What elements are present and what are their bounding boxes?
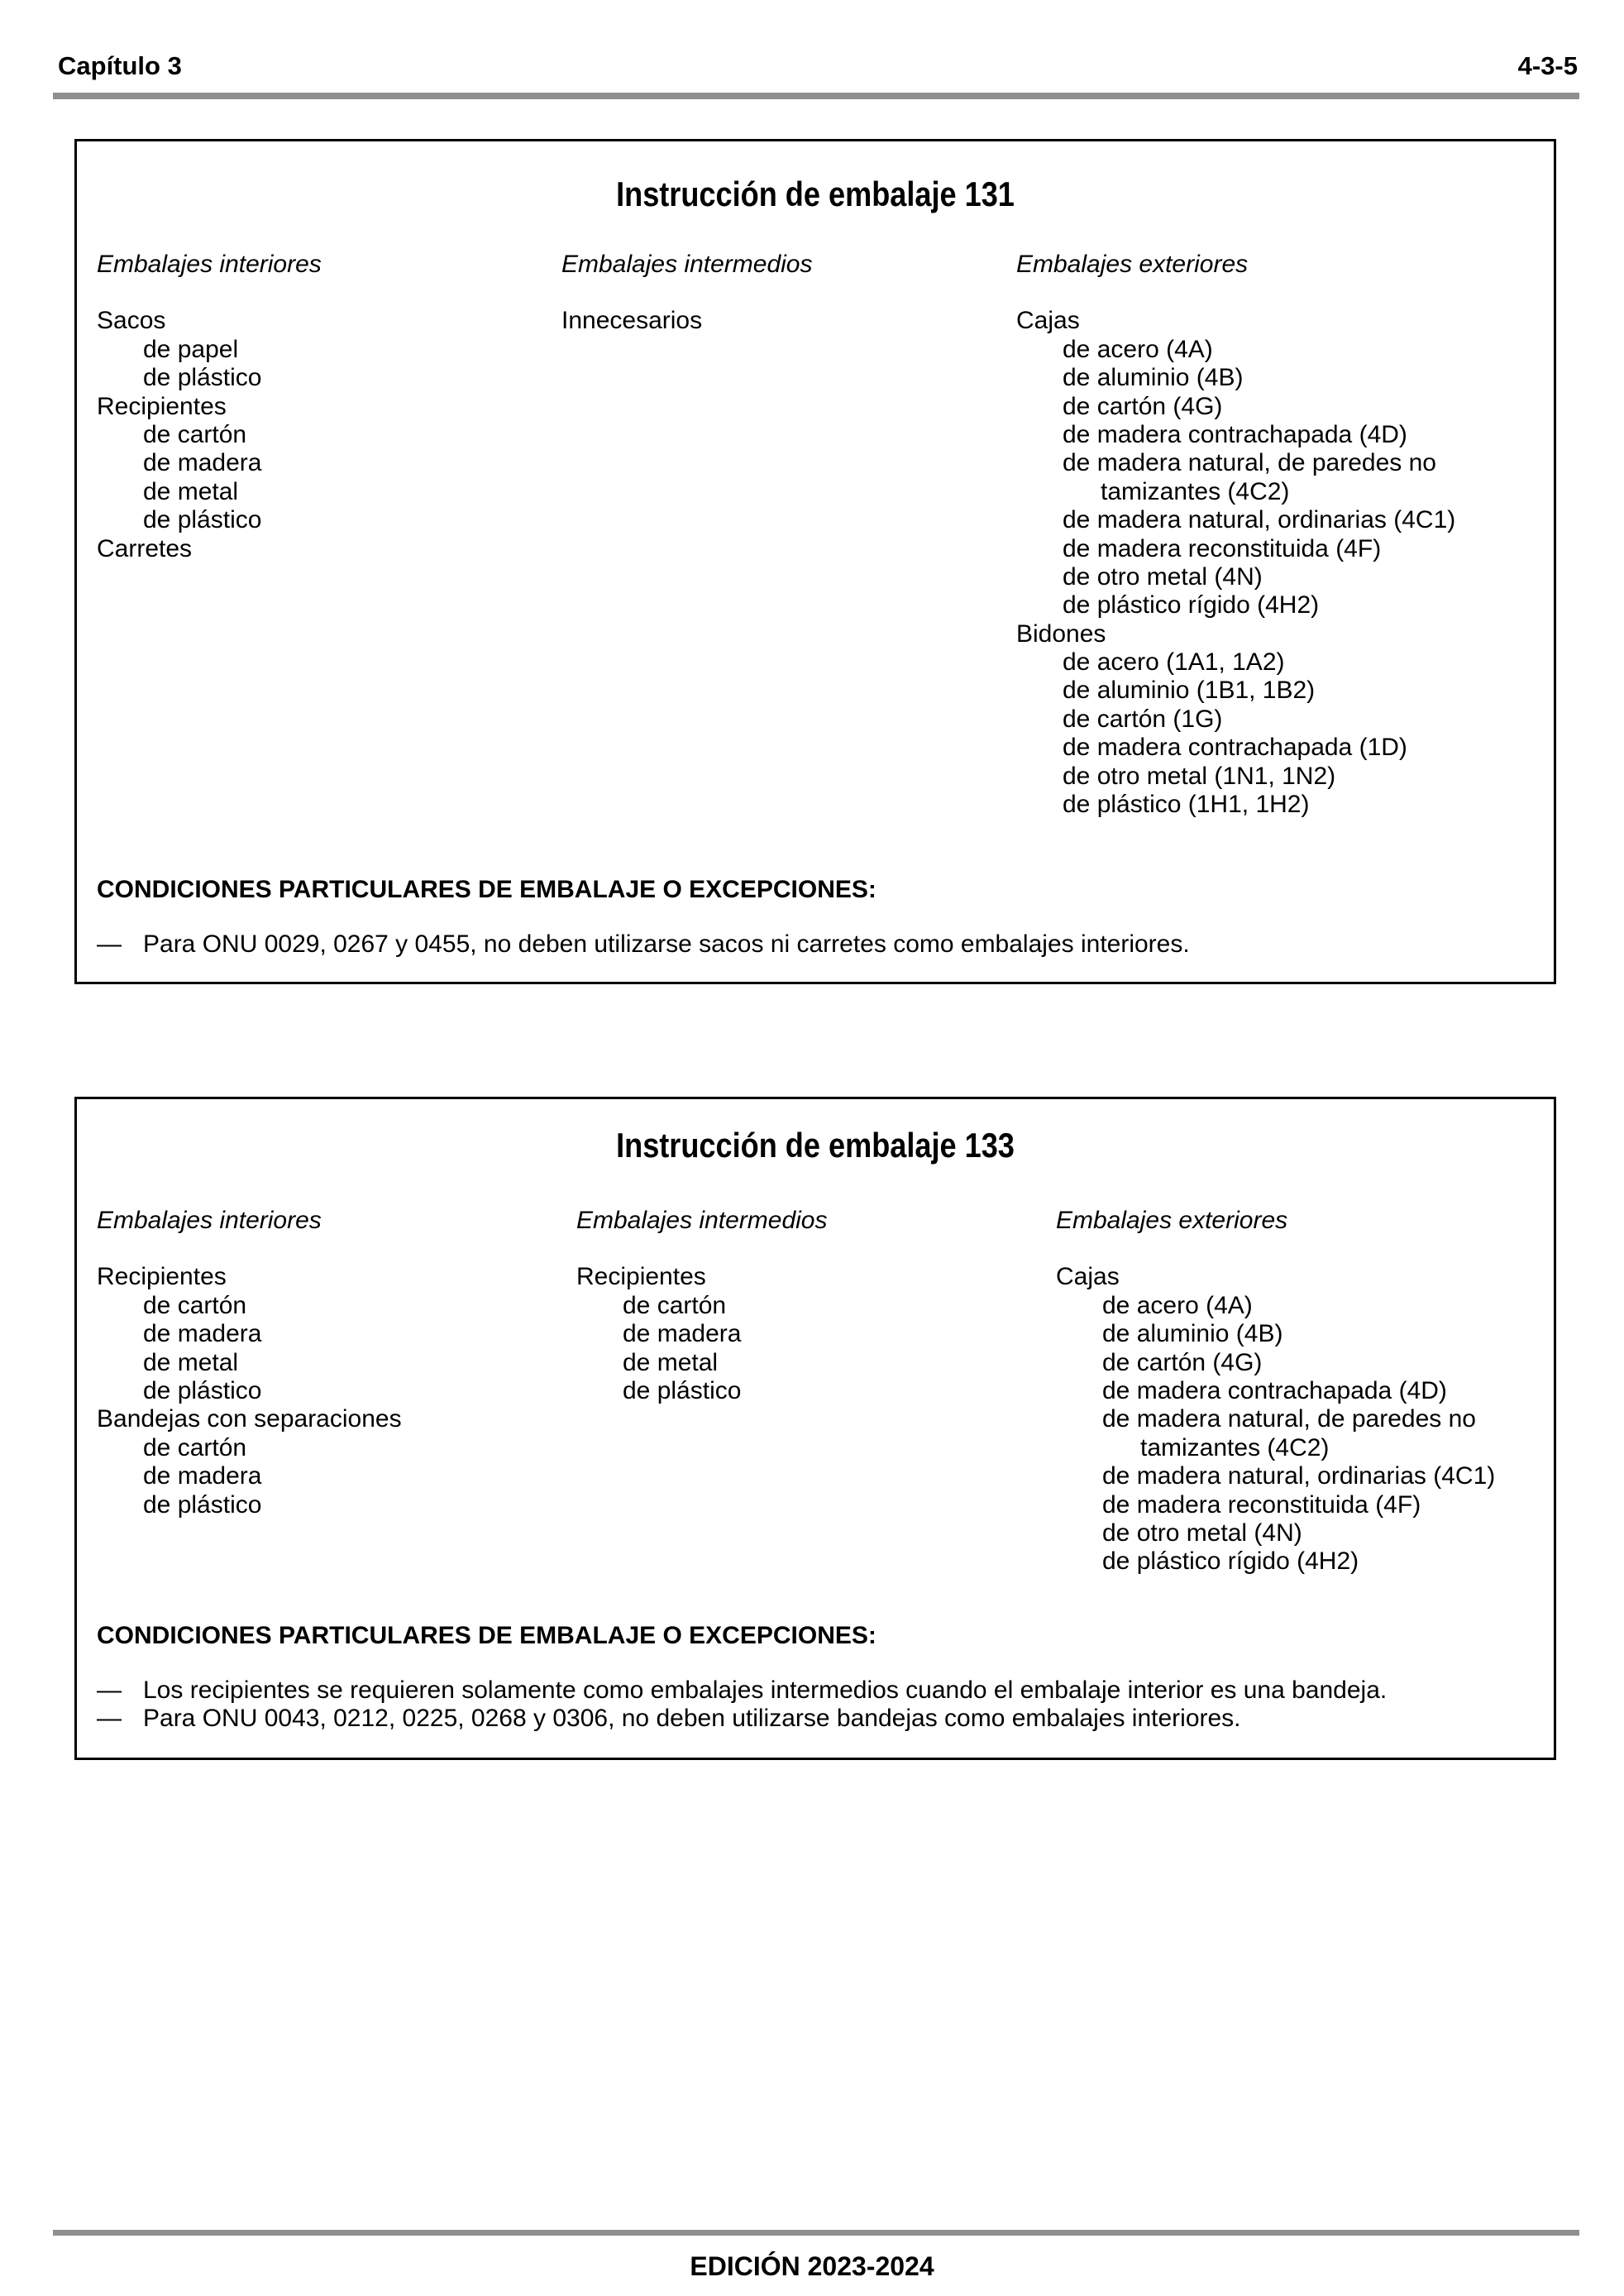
packaging-category: Recipientes [97,392,227,420]
packaging-category: Recipientes [97,1263,227,1291]
em-dash-bullet: — [97,1705,122,1733]
packaging-type: de madera [623,1320,742,1348]
packaging-type: de madera natural, de paredes no [1063,449,1436,477]
column-intermediate-packagings [576,1207,827,1405]
packing-instruction-133 [74,1097,1556,1760]
packaging-category: Innecesarios [561,307,703,335]
packaging-category: Bandejas con separaciones [97,1405,402,1433]
packaging-type: de otro metal (4N) [1102,1519,1302,1547]
column-intermediate-packagings [561,251,812,336]
packaging-type: de acero (4A) [1102,1291,1253,1319]
chapter-label: Capítulo 3 [58,51,182,80]
column-heading: Embalajes exteriores [1016,251,1249,278]
packaging-type: de madera [143,1320,262,1348]
packaging-type: de aluminio (4B) [1102,1320,1283,1348]
em-dash-bullet: — [97,1677,122,1704]
packaging-type: de aluminio (4B) [1063,364,1244,392]
packaging-type: de aluminio (1B1, 1B2) [1063,677,1316,705]
packaging-category: Recipientes [576,1263,706,1291]
column-list [561,307,812,335]
packaging-type: de metal [623,1348,719,1376]
column-inner-packagings [97,251,322,563]
special-provision-item [97,930,1190,959]
column-inner-packagings [97,1207,402,1519]
packaging-type: de madera reconstituida (4F) [1063,534,1382,562]
packaging-category: Sacos [97,307,166,335]
packaging-type: de plástico [143,506,262,534]
packaging-type: de plástico rígido (4H2) [1063,591,1320,619]
packaging-type: de cartón [623,1291,727,1319]
packaging-type: de madera contrachapada (1D) [1063,734,1407,762]
packaging-type: de cartón [143,420,247,448]
special-provisions-title: CONDICIONES PARTICULARES DE EMBALAJE O EXCEPCIONES: [97,876,876,903]
column-list [97,1263,402,1519]
column-heading: Embalajes intermedios [561,251,813,278]
packaging-type: de plástico [623,1376,742,1404]
packaging-type: de acero (4A) [1063,335,1213,363]
packaging-type: de madera natural, de paredes no [1102,1405,1476,1433]
packaging-type: de madera reconstituida (4F) [1102,1490,1421,1519]
column-heading: Embalajes interiores [97,1207,322,1234]
instruction-title: Instrucción de embalaje 133 [616,1126,1015,1165]
packaging-type: de madera natural, ordinarias (4C1) [1063,506,1456,534]
column-list [1016,307,1455,819]
packaging-type: de cartón [143,1291,247,1319]
special-provision-item [97,1705,1387,1733]
packaging-type: de otro metal (1N1, 1N2) [1063,762,1336,790]
column-list [1056,1263,1495,1576]
column-outer-packagings [1016,251,1455,819]
special-provision-text: Para ONU 0029, 0267 y 0455, no deben utilizarse sacos ni carretes como embalajes interiores. [143,930,1190,958]
column-outer-packagings [1056,1207,1495,1576]
packaging-category: Cajas [1056,1263,1120,1291]
packaging-type: de madera contrachapada (4D) [1102,1376,1447,1404]
header-rule [53,93,1579,99]
packaging-type: de plástico [143,364,262,392]
packaging-type: de cartón (1G) [1063,705,1223,733]
packaging-type: tamizantes (4C2) [1140,1433,1330,1461]
packing-instruction-131 [74,139,1556,984]
edition-label: EDICIÓN 2023-2024 [690,2251,934,2281]
packaging-type: de madera contrachapada (4D) [1063,420,1407,448]
packaging-type: de papel [143,335,239,363]
special-provisions-list [97,930,1190,959]
packaging-type: de madera natural, ordinarias (4C1) [1102,1462,1496,1490]
packaging-type: de metal [143,477,239,505]
packaging-type: de madera [143,449,262,477]
packaging-type: de otro metal (4N) [1063,562,1263,591]
packaging-type: de plástico [143,1490,262,1519]
packaging-type: de cartón (4G) [1102,1348,1263,1376]
packaging-type: de plástico rígido (4H2) [1102,1547,1359,1576]
packaging-category: Bidones [1016,619,1106,648]
packaging-type: de plástico (1H1, 1H2) [1063,791,1310,819]
packaging-type: de cartón [143,1433,247,1461]
packaging-category: Carretes [97,534,193,562]
packaging-type: de cartón (4G) [1063,392,1223,420]
special-provision-text: Para ONU 0043, 0212, 0225, 0268 y 0306, no deben utilizarse bandejas como embalajes interiores. [143,1705,1241,1733]
packaging-category: Cajas [1016,307,1080,335]
column-list [97,307,322,563]
page-number: 4-3-5 [1517,51,1578,80]
column-list [576,1263,827,1405]
column-heading: Embalajes intermedios [576,1207,828,1234]
special-provision-text: Los recipientes se requieren solamente como embalajes intermedios cuando el embalaje interior es una bandeja. [143,1677,1388,1704]
special-provisions-list [97,1677,1387,1734]
instruction-title: Instrucción de embalaje 131 [616,175,1015,213]
special-provisions-title: CONDICIONES PARTICULARES DE EMBALAJE O EXCEPCIONES: [97,1622,876,1649]
packaging-type: de acero (1A1, 1A2) [1063,648,1285,677]
column-heading: Embalajes exteriores [1056,1207,1288,1234]
em-dash-bullet: — [97,930,122,958]
packaging-type: de plástico [143,1376,262,1404]
column-heading: Embalajes interiores [97,251,322,278]
packaging-type: tamizantes (4C2) [1101,477,1290,505]
special-provision-item [97,1677,1387,1705]
packaging-type: de madera [143,1462,262,1490]
footer-rule [53,2230,1579,2236]
packaging-type: de metal [143,1348,239,1376]
